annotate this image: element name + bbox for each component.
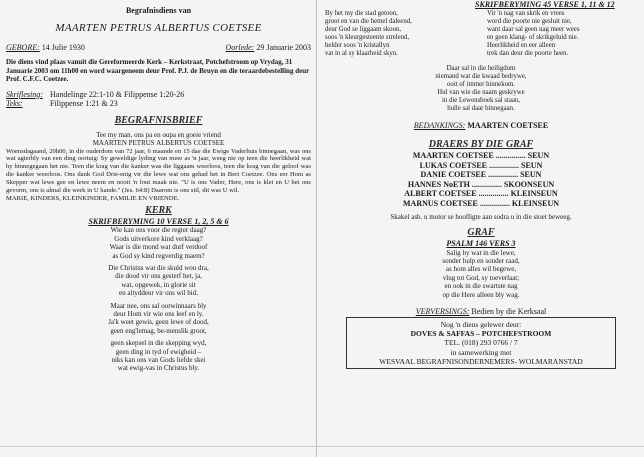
verse-line: hulle sal daar binnegaan.	[447, 105, 515, 113]
thanks-row	[325, 121, 637, 131]
bearer-row: LUKAS COETSEE ............... SEUN	[419, 160, 543, 170]
verse-line: By het my die stad getoon,	[325, 9, 398, 17]
verse-1	[6, 226, 311, 260]
bearer-row: ALBERT COETSEE ............... KLEINSEUN	[404, 189, 558, 199]
graf-psalm: PSALM 146 VERS 3	[446, 239, 516, 249]
born-date: 14 Julie 1930	[41, 42, 85, 52]
text-value: Filippense 1:21 & 23	[50, 99, 118, 109]
verse-line: en geen klang- of skrikgeluid nie.	[487, 34, 579, 42]
box-line: TEL. (018) 293 0766 / 7	[444, 338, 518, 348]
verse-a	[325, 10, 412, 59]
verse-line: Daar sal in die heiligdom	[446, 64, 516, 72]
verse-line: ooit of immer binnekom.	[447, 80, 515, 88]
verse-line: niemand wat die kwaad bedrywe,	[435, 72, 527, 80]
refresh-label: VERVERSINGS:	[415, 306, 470, 316]
text-row	[6, 99, 311, 109]
box-line: in samewerking met	[450, 347, 512, 357]
top-verses	[325, 10, 637, 59]
verse-d	[325, 249, 637, 299]
bearer-row: HANNES NoETH ............... SKOONSEUN	[407, 179, 555, 189]
verse-line: trek dan deur die poorte heen.	[487, 50, 569, 58]
died-date: 29 Januarie 2003	[256, 42, 311, 52]
verse-line: Vir 'n nag van skrik en vrees	[487, 9, 565, 17]
bearer-row: MAARTEN COETSEE ............... SEUN	[412, 151, 550, 161]
top-psalm: SKRIFBERYMING 45 VERSE 1, 11 & 12	[475, 0, 615, 9]
refresh-value: Bedien by die Kerksaal	[471, 306, 547, 316]
dates-row	[6, 43, 311, 53]
box-line: Nog 'n diens gelewer deur:	[440, 319, 522, 329]
reading-value: Handelinge 22:1-10 & Filippense 1:20-26	[50, 89, 185, 99]
verse-line: wat ewig-vas in Christus bly.	[117, 364, 200, 373]
verse-line: soos 'n kleurgesteente strelend,	[325, 34, 410, 42]
verse-line: geen eng'lemag, be-menslik groot,	[110, 326, 207, 335]
verse-3	[6, 302, 311, 336]
verse-line: as God sy kind regverdig maem?	[112, 251, 205, 260]
right-column	[325, 0, 637, 369]
verse-line: geen skepsel in die skepping wyd,	[110, 339, 207, 348]
verse-line: die dood vir ons gesterf het, ja,	[115, 272, 202, 281]
verse-line: Salig hy wat in die lewe,	[446, 248, 516, 257]
reading-row	[6, 90, 311, 100]
verse-line: Wie kan ons voor die regter daag?	[110, 226, 207, 235]
verse-line: Ja'k weet gewis, geen lewe of dood,	[108, 318, 209, 327]
hymn-notice: Skakel asb. u motor se hoofligte aan sodra u in die stoet beweeg.	[390, 212, 572, 221]
letter-body: Woensdagaand, 20h00, in die ouderdom van 72 jaar, 6 maande en 15 dae die Ewige Vaderhuis binnegaan, was ons wat agterbly van een ding oortuig: Sy geweldige lyding van meer as 'n jaar, weeg nie op teen die heerlikheid wat hy binnegegaan het nie. Teen die krag van die kanker was die liggaam weerloos, teen die krag van die geloof was die kanker weerloos. Ons dank God Drie-enig vir die lewe wat ons gehad het in Bert Coetzee. Ons eer Hom as Skepper wat lewe gee en lewe neem en nooit 'n fout maak nie. "U is ons Vader, Here, ons is klei en U het ons gevorm, ons is almal die werk in U hande." (Jes. 64:8) Daarom is ons stil, dit was U wil.	[6, 147, 311, 195]
letter-salutation-1: Tee my man, ons pa en oupa en goeie vriend	[96, 130, 221, 139]
left-column	[6, 0, 311, 373]
verse-line: deur God se liggaam skoon,	[325, 25, 402, 33]
verse-line: vlug tot God, sy toeverlaat;	[442, 273, 520, 282]
verse-b	[487, 10, 637, 59]
bearer-row: MARNUS COETSEE ............... KLEINSEUN	[402, 199, 560, 209]
verse-line: geen ding in tyd of ewigheid –	[115, 347, 202, 356]
verse-line: Die Christus wat die skuld wou dra,	[108, 264, 209, 273]
letter-heading: BEGRAFNISBRIEF	[114, 114, 203, 126]
service-title: Begrafnisdiens van	[125, 6, 192, 15]
refresh-row	[325, 307, 637, 317]
verse-c	[325, 65, 637, 114]
bearers-list	[325, 151, 637, 209]
deceased-name: MAARTEN PETRUS ALBERTUS COETSEE	[55, 21, 262, 34]
verse-line: Gods uitverkore kind verklaag?	[114, 234, 203, 243]
verse-line: vat in al sy klaarheid skyn.	[325, 50, 398, 58]
verse-2	[6, 264, 311, 298]
verse-line: Waar is die mond wat durf verdoof	[109, 243, 208, 252]
kerk-psalm: SKRIFBERYMING 10 VERSE 1, 2, 5 & 6	[88, 216, 229, 226]
verse-4	[6, 339, 311, 373]
verse-line: en altyddeur vir ons wil bid.	[119, 289, 198, 298]
verse-line: word die poorte nie gesluit nie,	[487, 17, 572, 25]
box-line: DOVES & SAFFAS – POTCHEFSTROOM	[410, 328, 552, 338]
verse-line: op die Here alleen bly wag.	[442, 290, 520, 299]
reading-label: Skriflesing:	[6, 89, 43, 99]
verse-line: deur Hom vir wie ons leef en ly.	[113, 309, 204, 318]
verse-line: as hom alles wil begewe,	[445, 265, 517, 274]
graf-heading: GRAF	[467, 227, 495, 239]
verse-line: helder soos 'n kristallyn	[325, 42, 390, 50]
verse-line: en ook in die swartste nag	[444, 282, 518, 291]
service-info: Die diens vind plaas vanuit die Gereformeerde Kerk – Kerkstraat, Potchefstroom op Vrydag, 31 Januarie 2003 om 11h00 en word waargeneem deur Prof. P.J. de Bruyn en die teraardebestelling deur Prof. C.F.C. Coetzee.	[6, 58, 310, 84]
born-label: GEBORE:	[6, 42, 40, 52]
verse-line: in die Lewensboek sal staan,	[442, 97, 520, 105]
undertaker-box	[346, 317, 616, 370]
thanks-label: BEDANKINGS:	[413, 121, 466, 131]
verse-line: wat, opgewek, in glorie sit	[121, 280, 196, 289]
letter-salutation-2: MAARTEN PETRUS ALBERTUS COETSEE	[92, 139, 225, 148]
verse-line: niks kan ons van Gods liefde skei	[111, 355, 206, 364]
bottom-edge	[0, 446, 644, 447]
kerk-heading: KERK	[145, 204, 172, 216]
verse-line: sonder hulp en sonder raad,	[442, 257, 520, 265]
bearer-row: DANIE COETSEE ............... SEUN	[420, 170, 542, 180]
verse-line: Maar nee, ons sal oorwinnaars bly	[110, 301, 207, 310]
letter-sign: MARIE, KINDERS, KLEINKINDER, FAMILIE EN VRIENDE.	[6, 194, 180, 202]
thanks-value: MAARTEN COETSEE	[467, 121, 549, 131]
page-divider	[316, 0, 317, 457]
verse-line: want daar sal geen nag meer wees	[487, 25, 580, 33]
bearers-heading: DRAERS BY DIE GRAF	[428, 139, 534, 151]
verse-line: Hul van wie die naam geskrywe	[437, 89, 525, 96]
verse-line: groot en van die hemel daleend,	[325, 17, 412, 25]
box-line: WESVAAL BEGRAFNISONDERNEMERS- WOLMARANSTAD	[379, 357, 583, 367]
text-label: Teks:	[6, 99, 23, 109]
died-label: Oorlede:	[225, 42, 255, 52]
verse-line: Heerlikheid en eer alleen	[487, 42, 556, 50]
